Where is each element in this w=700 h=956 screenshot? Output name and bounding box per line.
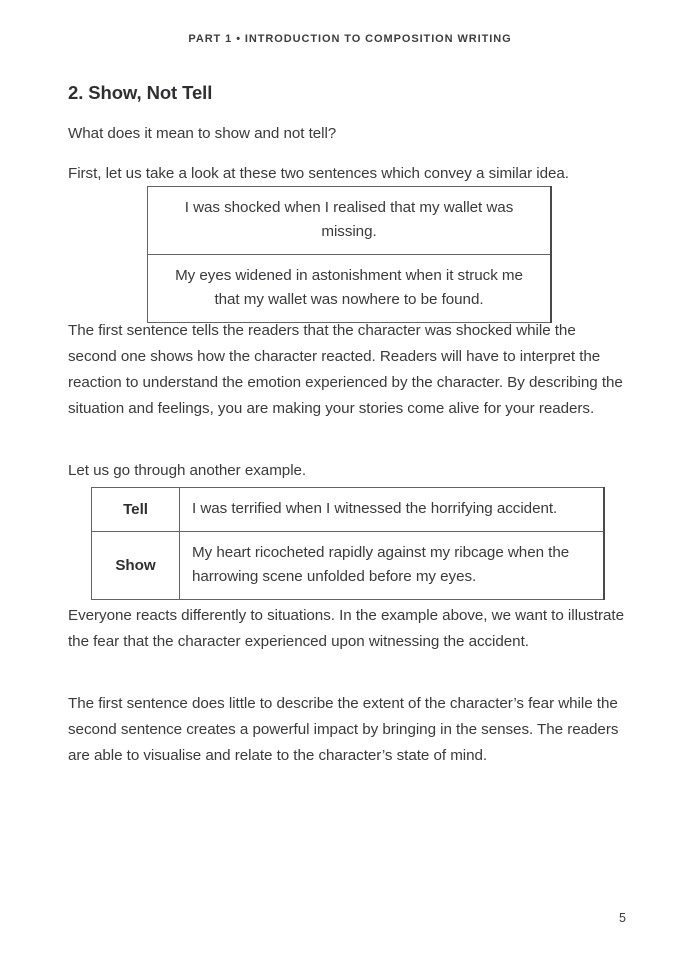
tell-show-table bbox=[91, 487, 605, 600]
paragraph-another-example: Let us go through another example. bbox=[68, 462, 307, 479]
row-label-tell: Tell bbox=[92, 488, 180, 532]
body-block-lower bbox=[68, 603, 628, 769]
page-title: 2. Show, Not Tell bbox=[68, 82, 213, 103]
row-label-show: Show bbox=[92, 532, 180, 600]
paragraph-conclusion: The first sentence does little to describe the extent of the character’s fear while the second sentence creates a powerful impact by bringing in the senses. The readers are able to visualise and relate to the character’s state of mind. bbox=[68, 695, 619, 764]
sentence-tell-example: I was shocked when I realised that my wallet was missing. bbox=[148, 187, 552, 255]
table-row bbox=[148, 255, 552, 323]
row-text-tell: I was terrified when I witnessed the horrifying accident. bbox=[180, 488, 605, 532]
paragraph-explanation: The first sentence tells the readers that the character was shocked while the second one shows how the character reacted. Readers will have to interpret the reaction to understand the emotion experienced by the character. By describing the situation and feelings, you are making your stories come alive for your readers. bbox=[68, 322, 623, 417]
page-number: 5 bbox=[619, 911, 626, 925]
table-row bbox=[148, 187, 552, 255]
paragraph-reactions: Everyone reacts differently to situations. In the example above, we want to illustrate the fear that the character experienced upon witnessing the accident. bbox=[68, 607, 624, 650]
page-content bbox=[68, 82, 628, 187]
body-block-upper bbox=[68, 318, 628, 484]
intro-lead: First, let us take a look at these two sentences which convey a similar idea. bbox=[68, 165, 569, 183]
paragraph-spacer bbox=[68, 436, 628, 458]
row-text-show: My heart ricocheted rapidly against my ribcage when the harrowing scene unfolded before my eyes. bbox=[180, 532, 605, 600]
paragraph-spacer bbox=[68, 669, 628, 691]
sentence-show-example: My eyes widened in astonishment when it struck me that my wallet was nowhere to be found. bbox=[148, 255, 552, 323]
table-row bbox=[92, 532, 605, 600]
table-row bbox=[92, 488, 605, 532]
intro-question: What does it mean to show and not tell? bbox=[68, 125, 337, 143]
running-header: PART 1 • INTRODUCTION TO COMPOSITION WRITING bbox=[188, 33, 512, 45]
sentence-comparison-table bbox=[147, 186, 552, 323]
